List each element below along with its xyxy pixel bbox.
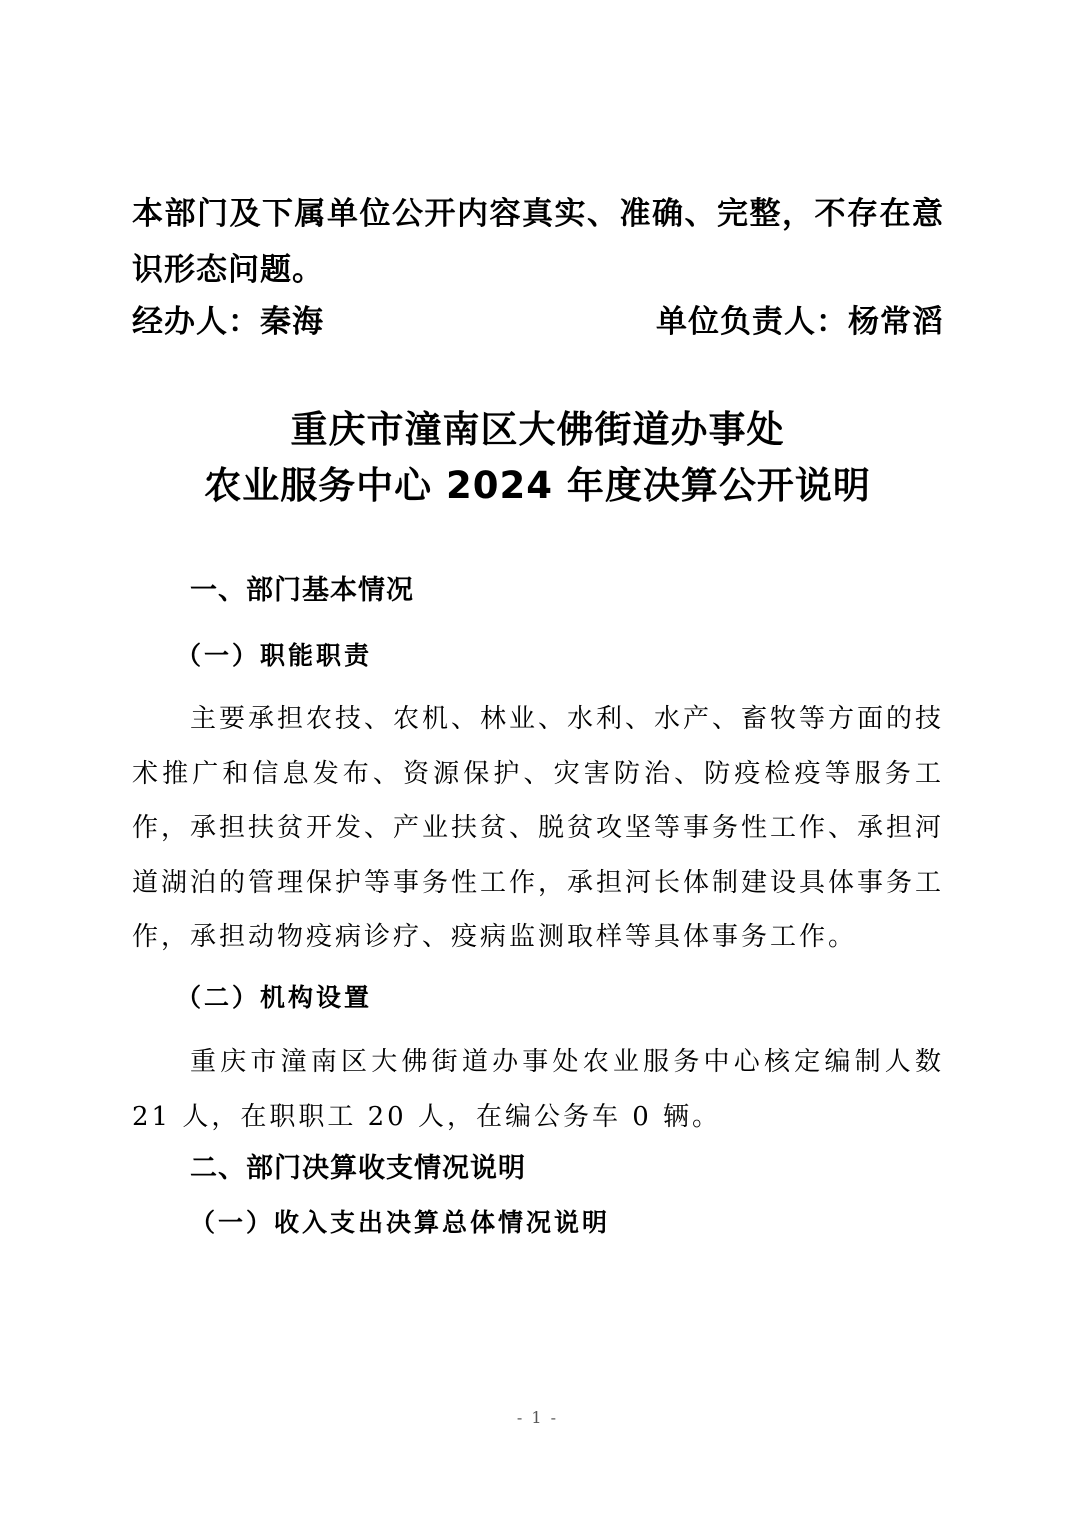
section-2-heading: 二、部门决算收支情况说明: [190, 1153, 526, 1184]
responsible-signature: 单位负责人：杨常滔: [656, 304, 944, 340]
page-number: - 1 -: [516, 1408, 559, 1427]
section-1-2-heading: （二）机构设置: [176, 983, 373, 1012]
signature-row: [132, 294, 944, 350]
declaration-text: 本部门及下属单位公开内容真实、准确、完整，不存在意识形态问题。: [132, 196, 944, 288]
document-title: [0, 402, 1075, 514]
section-1-1-heading: （一）职能职责: [176, 641, 373, 670]
section-2-1-heading: （一）收入支出决算总体情况说明: [190, 1208, 611, 1237]
title-line-2: 农业服务中心 2024 年度决算公开说明: [204, 464, 871, 507]
section-1-heading: 一、部门基本情况: [190, 575, 414, 606]
section-1-1-body: 主要承担农技、农机、林业、水利、水产、畜牧等方面的技术推广和信息发布、资源保护、灾害防治、防疫检疫等服务工作，承担扶贫开发、产业扶贫、脱贫攻坚等事务性工作、承担河道湖泊的管理保护等事务性工作，承担河长体制建设具体事务工作，承担动物疫病诊疗、疫病监测取样等具体事务工作。: [132, 704, 945, 952]
handler-signature: 经办人：秦海: [132, 304, 324, 340]
section-1-2-body: 重庆市潼南区大佛街道办事处农业服务中心核定编制人数 21 人，在职职工 20 人，在编公务车 0 辆。: [132, 1047, 944, 1132]
title-line-1: 重庆市潼南区大佛街道办事处: [290, 408, 785, 451]
